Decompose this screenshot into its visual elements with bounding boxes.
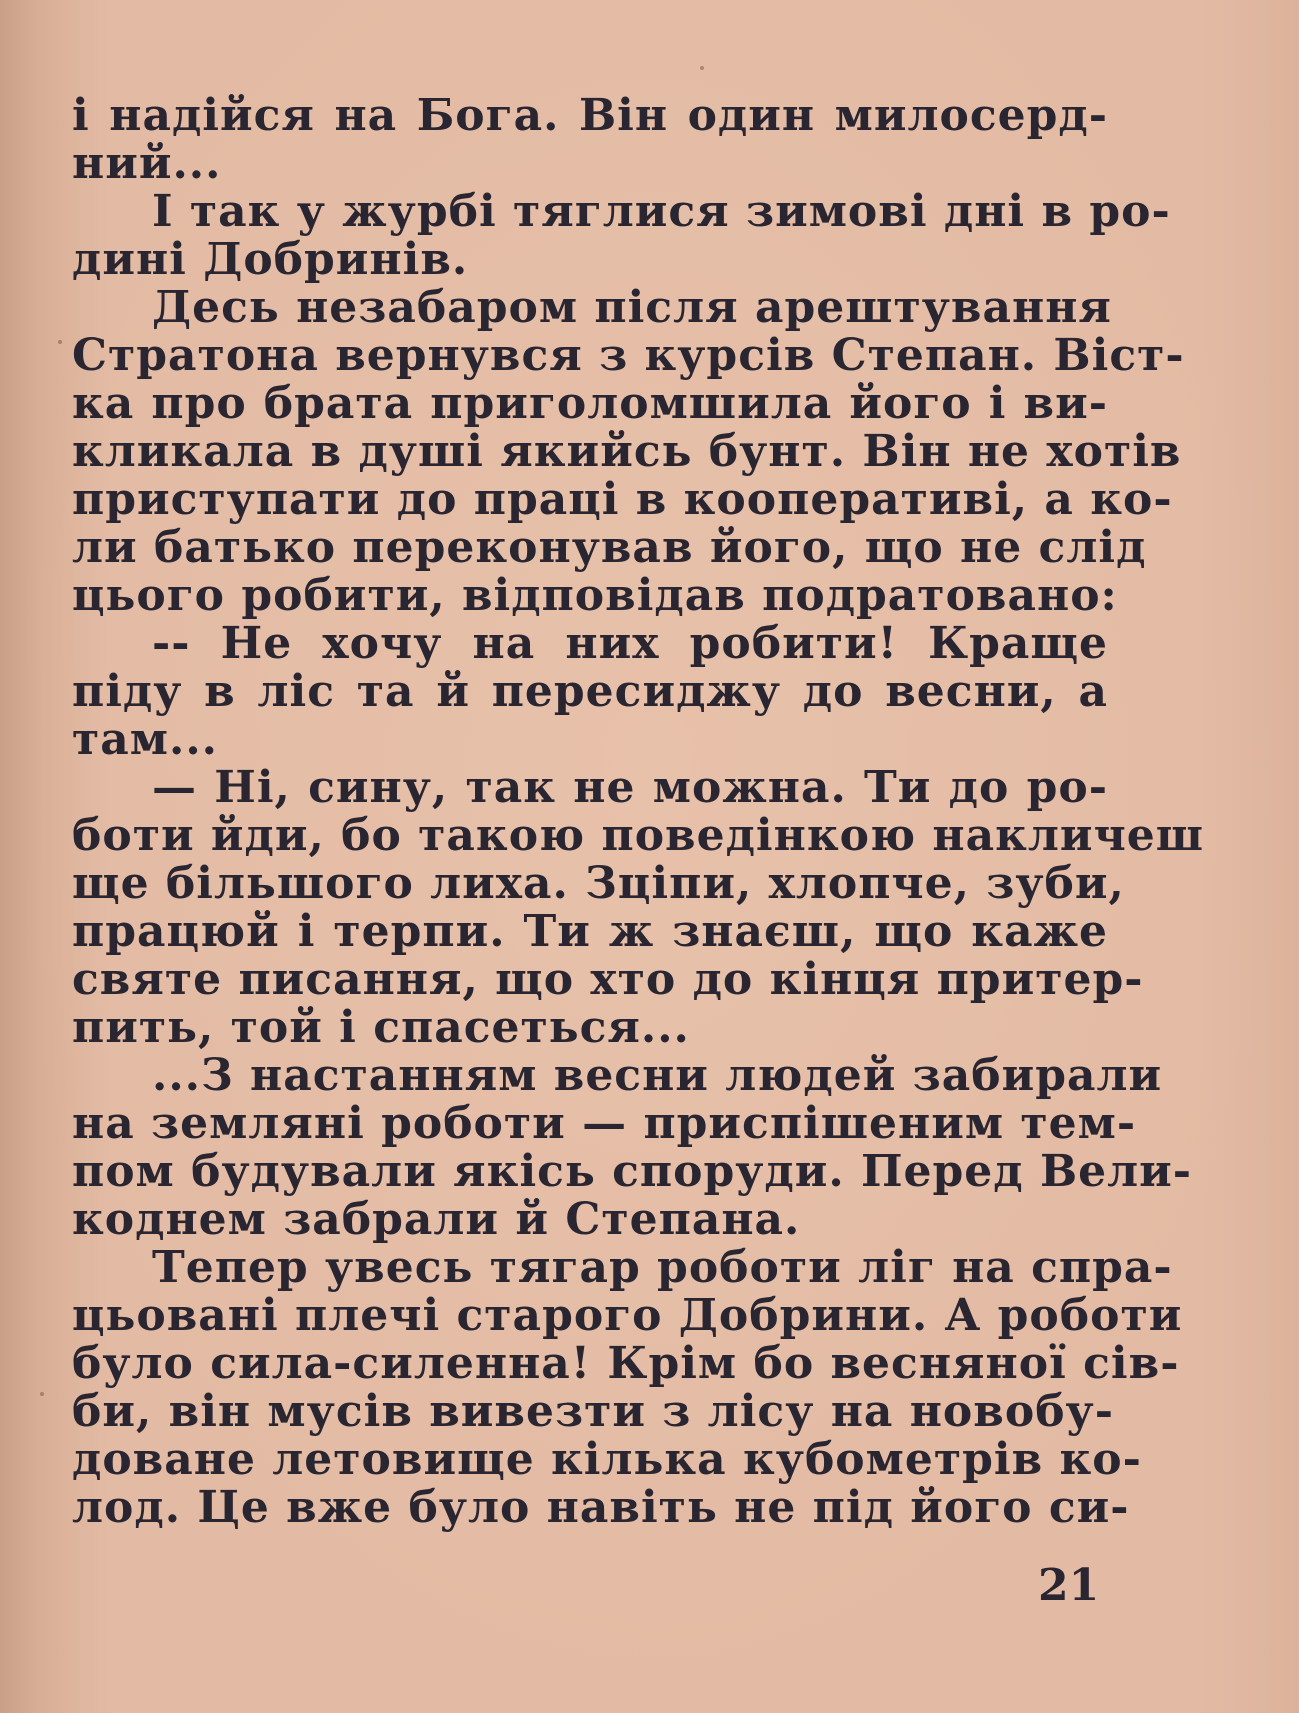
text-line: боти йди, бо такою поведінкою накличеш [72,810,1205,861]
text-line: І так у журбі тяглися зимові дні в ро- [152,186,1171,237]
text-line: би, він мусів вивезти з лісу на новобу- [72,1386,1114,1437]
text-line: приступати до праці в кооперативі, а ко- [72,474,1173,525]
text-line: -- Не хочу на них робити! Краще [152,618,1108,669]
paper-speck [58,340,62,344]
text-line: цьовані плечі старого Добрини. А роботи [72,1290,1183,1341]
text-line: було сила-силенна! Крім бо весняної сів- [72,1338,1180,1389]
text-line: піду в ліс та й пересиджу до весни, а [72,666,1108,717]
text-line: ли батько переконував його, що не слід [72,522,1147,573]
text-line: кликала в душі якийсь бунт. Він не хотів [72,426,1182,477]
text-line: Тепер увесь тягар роботи ліг на спра- [152,1242,1173,1293]
text-line: цього робити, відповідав подратовано: [72,570,1118,621]
paper-speck [40,1392,44,1396]
page-number: 21 [1038,1560,1100,1611]
text-line: доване летовище кілька кубометрів ко- [72,1434,1142,1485]
text-line: там... [72,714,218,765]
text-line: працюй і терпи. Ти ж знаєш, що каже [72,906,1108,957]
text-line: ка про брата приголомшила його і ви- [72,378,1108,429]
text-line: дині Добринів. [72,234,469,285]
text-line: ...З настанням весни людей забирали [152,1050,1163,1101]
text-line: і надійся на Бога. Він один милосерд- [72,90,1108,141]
paper-speck [700,66,704,70]
text-line: пом будували якісь споруди. Перед Вели- [72,1146,1193,1197]
text-line: ний... [72,138,222,189]
page-text [72,90,1205,1533]
text-line: коднем забрали й Степана. [72,1194,801,1245]
text-line: — Ні, сину, так не можна. Ти до ро- [152,762,1108,813]
text-line: святе писання, що хто до кінця притер- [72,954,1144,1005]
text-line: пить, той і спасеться... [72,1002,690,1053]
text-line: Стратона вернувся з курсів Степан. Віст- [72,330,1185,381]
text-line: на земляні роботи — приспішеним тем- [72,1098,1137,1149]
text-line: Десь незабаром після арештування [152,282,1112,333]
text-line: ще більшого лиха. Зціпи, хлопче, зуби, [72,858,1125,909]
text-line: лод. Це вже було навіть не під його си- [72,1482,1130,1533]
